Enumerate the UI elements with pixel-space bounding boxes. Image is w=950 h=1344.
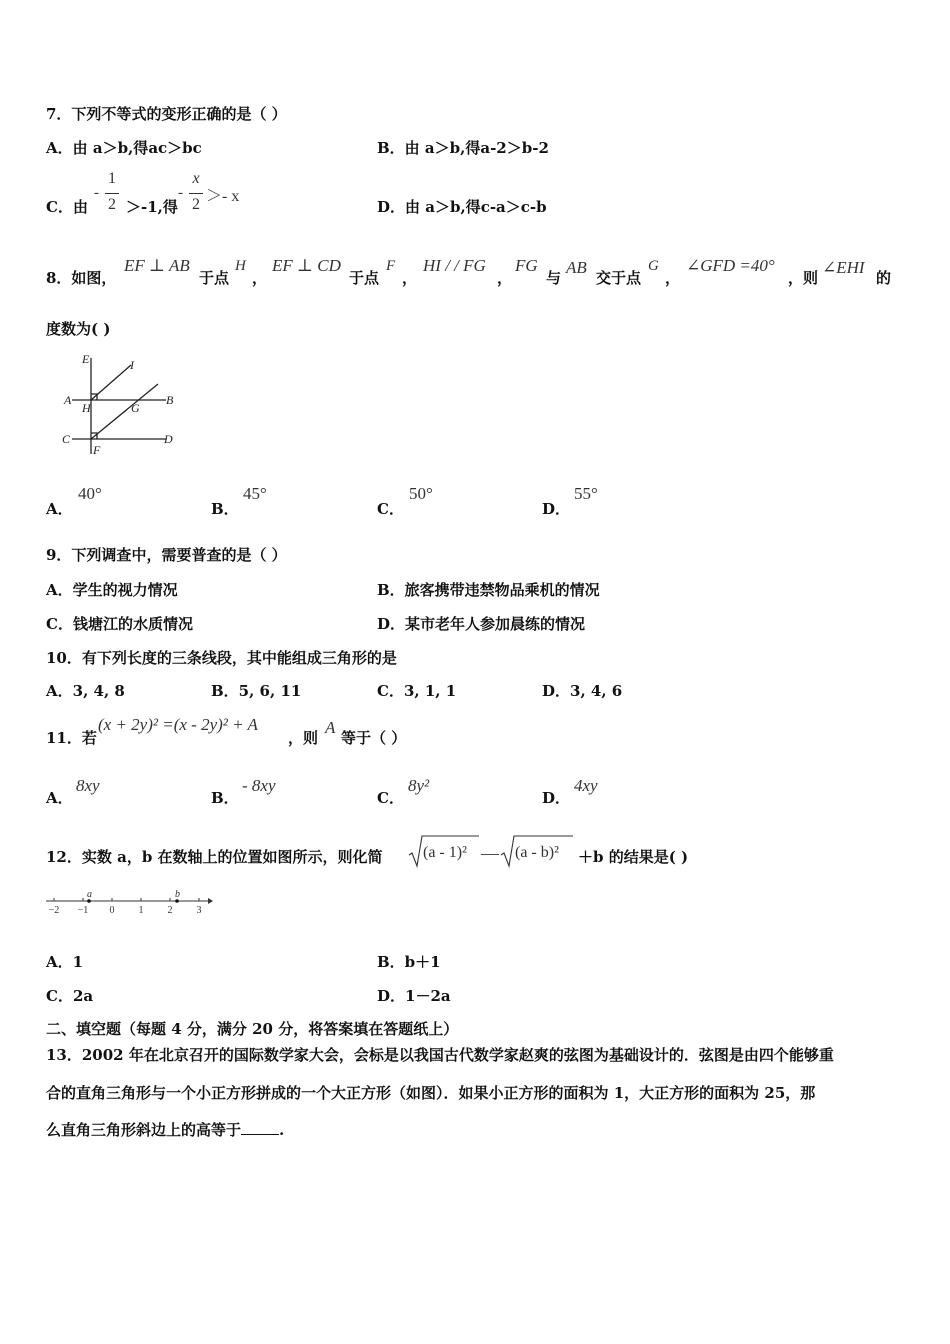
q8-b-value: 45°: [243, 484, 267, 503]
q7-c-den2: 2: [192, 196, 200, 213]
q8-point-f: F: [386, 258, 396, 274]
q7-option-b[interactable]: [377, 137, 549, 158]
q7-d-cond: a＞b,得: [425, 198, 481, 216]
q7-b-cond: a＞b,得: [424, 139, 481, 157]
label-c: C: [62, 432, 71, 446]
q8-a-label: A．: [46, 500, 73, 518]
q8-at-point-2: 于点: [349, 269, 380, 287]
q13-line-3-text: 么直角三角形斜边上的高等于: [46, 1121, 242, 1139]
q7-c-num2: x: [192, 170, 200, 187]
q13-line-1: 13．2002 年在北京召开的国际数学家大会，会标是以我国古代数学家赵爽的弦图为基础设计的．弦图是由四个能够重: [46, 1046, 834, 1064]
q11-d-value: 4xy: [574, 776, 598, 795]
q8-fg: FG: [515, 256, 538, 275]
q11-prefix: 11．若: [46, 729, 97, 747]
q11-c-value: 8y²: [408, 776, 430, 795]
label-e: E: [82, 352, 90, 366]
tick-label-neg1: −1: [77, 905, 89, 916]
q11-a-var: A: [325, 718, 336, 737]
q8-point-h: H: [235, 258, 246, 274]
q11-a-label: A．: [46, 789, 73, 807]
q8-hi-parallel-fg: HI / / FG: [423, 256, 486, 275]
q13-answer-blank[interactable]: [241, 1120, 279, 1135]
q10-stem: 10．有下列长度的三条线段，其中能组成三角形的是: [46, 649, 397, 667]
q8-point-g: G: [648, 258, 659, 274]
q8-stem-line2: 度数为( ): [46, 320, 111, 338]
q7-b-label: B．由: [377, 139, 420, 157]
q12-option-c[interactable]: C．2a: [46, 987, 94, 1005]
q8-comma-2: ，: [402, 269, 418, 287]
q11-then: ，则: [288, 729, 319, 747]
q11-b-value: - 8xy: [242, 776, 276, 795]
q8-ab: AB: [566, 258, 587, 277]
line-fg: [91, 384, 158, 439]
q8-intersect: 交于点: [596, 269, 642, 287]
q7-c-neg1: -: [94, 185, 99, 201]
q7-c-den1: 2: [108, 196, 116, 213]
q8-comma-1: ，: [252, 269, 268, 287]
label-f: F: [93, 443, 101, 457]
q7-c-label: C．由: [46, 198, 88, 216]
q10-option-d[interactable]: D．3, 4, 6: [542, 682, 623, 700]
q9-option-a[interactable]: A．学生的视力情况: [46, 581, 178, 599]
q8-b-label: B．: [211, 500, 239, 518]
q8-of: 的: [876, 269, 892, 287]
q7-c-mid: ＞-1,得: [126, 198, 178, 216]
q12-option-a[interactable]: A．1: [46, 953, 84, 971]
q11-a-value: 8xy: [76, 776, 100, 795]
q8-angle-gfd: ∠GFD =40°: [686, 256, 775, 275]
q7-c-neg2: -: [178, 185, 183, 201]
q12-prefix: 12．实数 a，b 在数轴上的位置如图所示，则化简: [46, 848, 383, 866]
q7-b-res: a-2＞b-2: [480, 139, 549, 157]
q8-then: ，则: [788, 269, 819, 287]
q8-ef-perp-ab: EF ⊥ AB: [124, 256, 190, 275]
q12-sqrt-expression: [407, 833, 577, 869]
axis-arrow: [208, 898, 213, 904]
q8-prefix: 8．如图，: [46, 269, 117, 287]
q8-at-point-1: 于点: [199, 269, 230, 287]
label-a: A: [64, 393, 72, 407]
q13-line-2: 合的直角三角形与一个小正方形拼成的一个大正方形（如图）．如果小正方形的面积为 1，大正方形的面积为 25，那: [46, 1084, 816, 1102]
q11-c-label: C．: [377, 789, 404, 807]
q9-stem: 9．下列调查中，需要普查的是（ ）: [46, 546, 287, 564]
label-d: D: [164, 432, 173, 446]
q8-a-value: 40°: [78, 484, 102, 503]
q7-a-res: ac＞bc: [148, 139, 202, 157]
q9-option-d[interactable]: D．某市老年人参加晨练的情况: [377, 615, 586, 633]
label-b: B: [166, 393, 174, 407]
q12-option-b[interactable]: B．b＋1: [377, 953, 441, 971]
sqrt-2-body: (a - b)²: [515, 844, 559, 861]
point-a-label: a: [87, 889, 92, 900]
q7-c-num1: 1: [108, 170, 116, 187]
q12-option-d[interactable]: D．1－2a: [377, 987, 451, 1005]
tick-label-0: 0: [109, 905, 115, 916]
q11-b-label: B．: [211, 789, 239, 807]
q12-minus: —: [481, 843, 499, 863]
q8-comma-4: ，: [665, 269, 681, 287]
q7-c-fracbar1: [105, 193, 119, 194]
q10-option-b[interactable]: B．5, 6, 11: [211, 682, 302, 700]
q11-equation: (x + 2y)² =(x - 2y)² + A: [98, 715, 258, 734]
q8-with: 与: [546, 269, 562, 287]
q8-c-value: 50°: [409, 484, 433, 503]
q7-stem: 7．下列不等式的变形正确的是（ ）: [46, 105, 287, 123]
q12-number-line: [44, 888, 214, 918]
label-g: G: [131, 401, 140, 415]
tick-label-2: 2: [167, 905, 173, 916]
q8-d-value: 55°: [574, 484, 598, 503]
label-i: I: [130, 358, 134, 372]
q8-c-label: C．: [377, 500, 404, 518]
q7-d-label: D．由: [377, 198, 421, 216]
q8-angle-ehi: ∠EHI: [822, 258, 865, 277]
q7-a-label: A．由: [46, 139, 88, 157]
section-2-title: 二、填空题（每题 4 分，满分 20 分，将答案填在答题纸上）: [46, 1020, 459, 1038]
q7-c-fracbar2: [189, 193, 203, 194]
q8-d-label: D．: [542, 500, 571, 518]
q9-option-c[interactable]: C．钱塘江的水质情况: [46, 615, 193, 633]
q10-option-a[interactable]: A．3, 4, 8: [46, 682, 125, 700]
point-b-label: b: [175, 889, 180, 900]
sqrt-1-body: (a - 1)²: [423, 844, 467, 861]
q7-c-tail: ＞- x: [206, 188, 240, 205]
q8-ef-perp-cd: EF ⊥ CD: [272, 256, 341, 275]
q13-line-3: [46, 1119, 284, 1140]
q7-option-d[interactable]: [377, 196, 547, 217]
q11-d-label: D．: [542, 789, 571, 807]
q8-figure: [56, 350, 186, 462]
label-h: H: [82, 401, 91, 415]
q7-d-res: c-a＞c-b: [480, 198, 547, 216]
q7-a-cond: a＞b,得: [92, 139, 149, 157]
q13-end: .: [279, 1121, 285, 1139]
q7-option-a[interactable]: [46, 137, 202, 158]
tick-label-1: 1: [138, 905, 144, 916]
tick-label-3: 3: [196, 905, 202, 916]
q12-suffix: ＋b 的结果是( ): [578, 848, 689, 866]
q8-comma-3: ，: [497, 269, 513, 287]
q10-option-c[interactable]: C．3, 1, 1: [377, 682, 457, 700]
q9-option-b[interactable]: B．旅客携带违禁物品乘机的情况: [377, 581, 600, 599]
tick-label-neg2: −2: [48, 905, 60, 916]
q11-suffix: 等于（ ）: [341, 729, 407, 747]
